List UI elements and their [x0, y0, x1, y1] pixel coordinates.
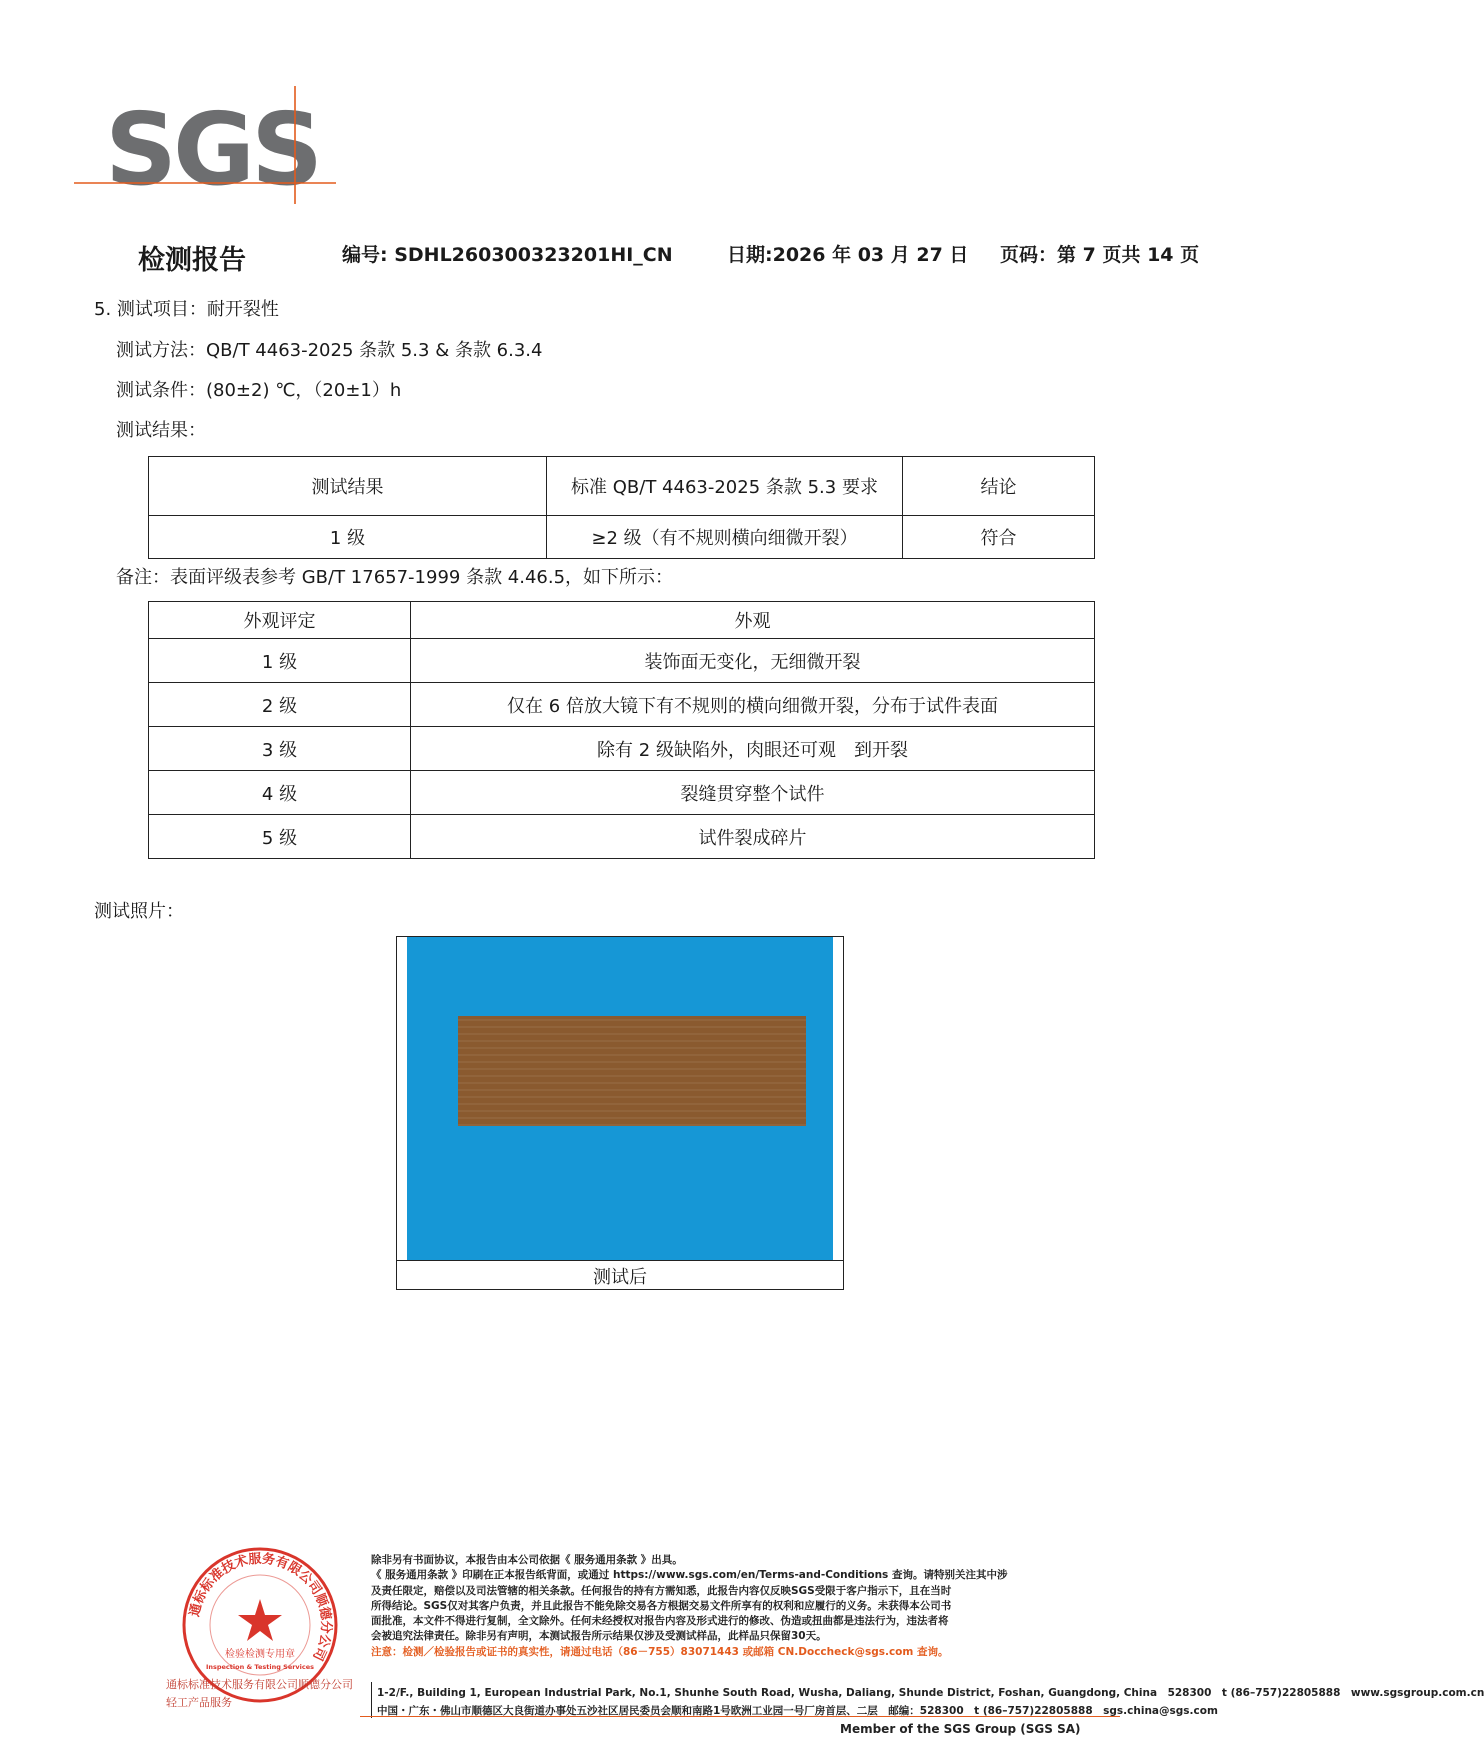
- footer-warning: 注意：检测／检验报告或证书的真实性，请通过电话（86－755）83071443 或邮箱 CN.Doccheck@sgs.com 查询。: [371, 1645, 949, 1658]
- footer-note-line: 所得结论。SGS仅对其客户负责，并且此报告不能免除交易各方根据交易文件所享有的权利和应履行的义务。未获得本公司书: [371, 1599, 952, 1612]
- sgs-logo-text: SGS: [105, 91, 320, 208]
- table-header: 测试结果: [149, 457, 547, 516]
- sample-strip: [458, 1016, 806, 1126]
- section-heading: 5. 测试项目：耐开裂性: [94, 299, 279, 320]
- table-cell: 1 级: [149, 516, 547, 559]
- table-cell: 除有 2 级缺陷外，肉眼还可观 到开裂: [411, 727, 1095, 771]
- test-conditions: 测试条件：(80±2) ℃，（20±1）h: [116, 380, 402, 401]
- table-cell: 装饰面无变化，无细微开裂: [411, 639, 1095, 683]
- table-row: [149, 516, 1095, 559]
- photos-label: 测试照片：: [94, 901, 184, 922]
- table-cell: 3 级: [149, 727, 411, 771]
- footer-note-line: 会被追究法律责任。除非另有声明，本测试报告所示结果仅涉及受测试样品，此样品只保留30天。: [371, 1630, 827, 1643]
- report-title: 检测报告: [138, 245, 246, 276]
- footer-notes: [371, 1553, 1007, 1660]
- table-cell: 符合: [903, 516, 1095, 559]
- table-row: [149, 727, 1095, 771]
- table-cell: 5 级: [149, 815, 411, 859]
- table-cell: ≥2 级（有不规则横向细微开裂）: [547, 516, 903, 559]
- table-header: 标准 QB/T 4463-2025 条款 5.3 要求: [547, 457, 903, 516]
- table-row: [149, 771, 1095, 815]
- photo-caption: 测试后: [593, 1267, 647, 1288]
- test-method: 测试方法：QB/T 4463-2025 条款 5.3 & 条款 6.3.4: [116, 340, 543, 361]
- test-photo: [407, 937, 833, 1260]
- footer-note-line: 《 服务通用条款 》印刷在正本报告纸背面，或通过 https://www.sgs.com/en/Terms-and-Conditions 查询。请特别关注其中涉: [371, 1569, 1008, 1582]
- results-label: 测试结果：: [116, 420, 206, 441]
- table-cell: 仅在 6 倍放大镜下有不规则的横向细微开裂，分布于试件表面: [411, 683, 1095, 727]
- stamp-line: 通标标准技术服务有限公司顺德分公司: [166, 1678, 353, 1691]
- page-number: 页码：第 7 页共 14 页: [1000, 244, 1200, 266]
- member-of-sgs-group: Member of the SGS Group (SGS SA): [840, 1722, 1081, 1736]
- table-cell: 2 级: [149, 683, 411, 727]
- table-header: 外观评定: [149, 602, 411, 639]
- test-photo-frame: [396, 936, 844, 1290]
- table-cell: 1 级: [149, 639, 411, 683]
- table-row: [149, 683, 1095, 727]
- table-row: [149, 815, 1095, 859]
- footer-note-line: 除非另有书面协议，本报告由本公司依据《 服务通用条款 》出具。: [371, 1554, 683, 1566]
- address-cn: 中国・广东・佛山市顺德区大良街道办事处五沙社区居民委员会顺和南路1号欧洲工业园一号厂房首层、二层 邮编：528300 t (86–757)22805888 sgs.china@sgs.com: [377, 1705, 1218, 1717]
- stamp-line: 轻工产品服务: [166, 1696, 232, 1709]
- seal-en-text: Inspection & Testing Services: [205, 1663, 315, 1671]
- note: 备注：表面评级表参考 GB/T 17657-1999 条款 4.46.5，如下所示：: [116, 567, 674, 588]
- stamp-text: [166, 1676, 353, 1712]
- rating-table: [148, 601, 1095, 859]
- table-cell: 4 级: [149, 771, 411, 815]
- report-date: 日期:2026 年 03 月 27 日: [727, 244, 969, 266]
- table-cell: 裂缝贯穿整个试件: [411, 771, 1095, 815]
- footer-note-line: 及责任限定，赔偿以及司法管辖的相关条款。任何报告的持有方需知悉，此报告内容仅反映SGS受限于客户指示下，且在当时: [371, 1584, 952, 1597]
- seal-ring-text: 通标标准技术服务有限公司顺德分公司: [187, 1551, 334, 1663]
- footer-note-line: 面批准，本文件不得进行复制，全文除外。任何未经授权对报告内容及形式进行的修改、伪造或扭曲都是违法行为，违法者将: [371, 1615, 949, 1628]
- star-icon: [238, 1599, 282, 1641]
- report-number: 编号: SDHL260300323201HI_CN: [342, 244, 673, 266]
- sgs-logo: [70, 82, 340, 207]
- table-header: 结论: [903, 457, 1095, 516]
- address-en: 1-2/F., Building 1, European Industrial Park, No.1, Shunhe South Road, Wusha, Daliang, Shunde District, Foshan, Guangdong, China 528300 t (86–757)22805888 www.sgsgroup.com.cn: [377, 1687, 1484, 1699]
- seal-center-text: 检验检测专用章: [225, 1649, 295, 1660]
- results-table: [148, 456, 1095, 559]
- table-header: 外观: [411, 602, 1095, 639]
- table-row: [149, 639, 1095, 683]
- footer-address: [371, 1684, 1484, 1720]
- table-cell: 试件裂成碎片: [411, 815, 1095, 859]
